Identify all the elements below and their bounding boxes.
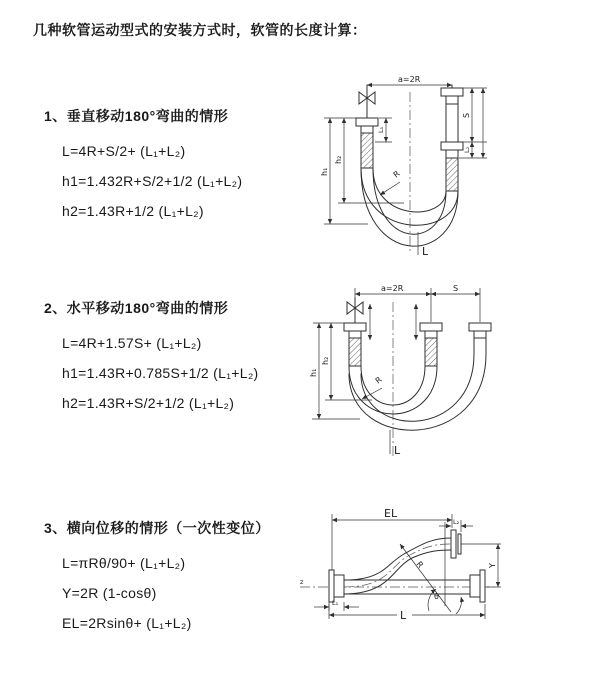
dim-label-l1: L₁ — [377, 126, 385, 133]
dim-label-r: R — [391, 169, 402, 180]
dim-label-y: Y — [488, 563, 497, 568]
upper-fitting — [451, 530, 461, 558]
dimension-l — [418, 232, 429, 258]
flange-hub — [446, 150, 458, 158]
dim-label-h1: h₁ — [309, 368, 318, 377]
hose-braid — [361, 133, 373, 168]
hose-braid — [349, 338, 361, 366]
page-title: 几种软管运动型式的安装方式时，软管的长度计算： — [33, 22, 367, 38]
dim-label-a2r: a=2R — [381, 284, 404, 293]
flange — [451, 530, 456, 558]
flange-hub — [470, 575, 480, 597]
dimension-a2r — [367, 75, 452, 85]
flange — [329, 570, 334, 602]
flange — [420, 323, 442, 331]
right-fitting — [469, 323, 491, 354]
diagram-2-horizontal-180-bend — [308, 282, 600, 467]
middle-fitting — [420, 323, 442, 366]
flange-hub — [361, 126, 373, 133]
hose-curves — [344, 538, 451, 594]
radius-pointer — [380, 169, 402, 195]
dim-label-r: R — [414, 559, 425, 570]
dim-label-h1: h₁ — [320, 167, 329, 176]
dim-label-h2: h₂ — [321, 356, 330, 365]
dimension-l — [390, 430, 401, 457]
formula-3-Y: Y=2R (1-cosθ) — [62, 585, 157, 601]
left-fitting — [344, 298, 366, 366]
formula-1-h1: h1=1.432R+S/2+1/2 (L₁+L₂) — [62, 173, 243, 189]
right-fitting — [470, 570, 485, 602]
dim-label-theta: θ — [434, 592, 439, 601]
hose-curves — [361, 168, 458, 246]
dimension-s-l2 — [459, 88, 487, 158]
dim-label-el: EL — [384, 507, 398, 520]
section-2 — [44, 298, 259, 418]
dim-label-l: L — [422, 245, 429, 258]
flange — [441, 142, 463, 150]
flange — [480, 570, 485, 602]
hose-curves — [349, 354, 486, 430]
section-1-heading: 1、垂直移动180°弯曲的情形 — [44, 108, 229, 124]
flange-hub — [349, 331, 361, 338]
right-fitting — [441, 85, 463, 191]
flange-hub — [425, 331, 437, 338]
dim-label-l1: L₁ — [332, 599, 339, 607]
left-fitting — [356, 85, 378, 168]
formula-1-h2: h2=1.43R+1/2 (L₁+L₂) — [62, 203, 204, 219]
flange-plate — [458, 534, 461, 554]
section-1 — [44, 106, 242, 226]
formula-3-L: L=πRθ/90+ (L₁+L₂) — [62, 555, 186, 571]
flange — [356, 118, 378, 126]
formula-2-h1: h1=1.43R+0.785S+1/2 (L₁+L₂) — [62, 365, 259, 381]
formula-2-L: L=4R+1.57S+ (L₁+L₂) — [62, 335, 202, 351]
flange — [441, 88, 463, 96]
dim-label-r: R — [373, 375, 384, 386]
section-2-heading: 2、水平移动180°弯曲的情形 — [44, 300, 229, 316]
dim-label-h2: h₂ — [334, 155, 343, 164]
dimension-heights — [309, 323, 372, 419]
axis-mark-z: z — [300, 578, 304, 586]
dim-label-l: L — [394, 444, 401, 457]
section-3-heading: 3、横向位移的情形（一次性变位） — [44, 520, 270, 536]
dim-label-l2: L₂ — [453, 518, 460, 526]
diagram-1-vertical-180-bend — [312, 72, 590, 260]
dim-label-s: S — [453, 284, 459, 293]
formula-3-EL: EL=2Rsinθ+ (L₁+L₂) — [62, 615, 192, 631]
hose-braid — [425, 338, 437, 366]
dimension-a2r-s — [355, 284, 480, 322]
flange — [344, 323, 366, 331]
formula-1-L: L=4R+S/2+ (L₁+L₂) — [62, 143, 186, 159]
dim-label-s: S — [462, 112, 471, 118]
flange-hub — [474, 331, 486, 338]
dim-label-l: L — [400, 609, 407, 622]
dim-label-a2r: a=2R — [398, 75, 421, 84]
dim-label-l2: L₂ — [463, 146, 471, 153]
diagram-3-lateral-displacement — [298, 506, 600, 656]
left-fitting — [329, 570, 344, 602]
flange-hub — [334, 575, 344, 597]
section-3 — [44, 518, 270, 638]
flange-hub — [446, 96, 458, 104]
formula-2-h2: h2=1.43R+S/2+1/2 (L₁+L₂) — [62, 395, 235, 411]
hose-braid — [446, 158, 458, 191]
dimension-el — [332, 507, 452, 570]
dimension-l1 — [314, 599, 359, 611]
flange — [469, 323, 491, 331]
